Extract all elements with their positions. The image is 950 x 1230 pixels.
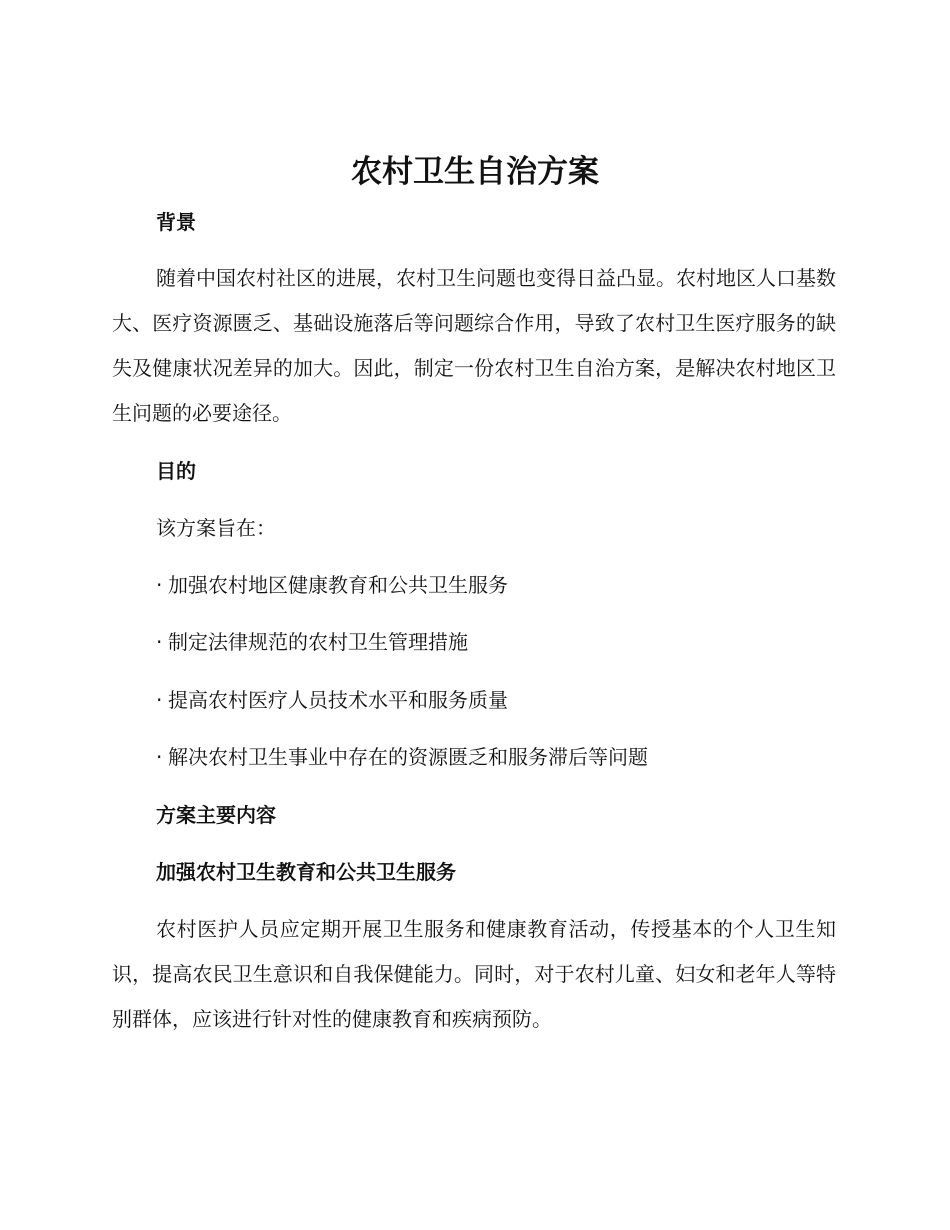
purpose-list-item [156,686,508,714]
bullet-icon: · [156,688,163,712]
purpose-item-text: 加强农村地区健康教育和公共卫生服务 [168,573,508,597]
document-title: 农村卫生自治方案 [351,154,599,190]
background-paragraph: 随着中国农村社区的进展，农村卫生问题也变得日益凸显。农村地区人口基数大、医疗资源匮乏、基础设施落后等问题综合作用，导致了农村卫生医疗服务的缺失及健康状况差异的加大。因此，制定一份农村卫生自治方案，是解决农村地区卫生问题的必要途径。 [112,266,836,425]
section-heading-background: 背景 [156,210,196,234]
bullet-icon: · [156,573,163,597]
purpose-item-text: 解决农村卫生事业中存在的资源匮乏和服务滞后等问题 [168,745,648,769]
purpose-list-item [156,743,648,771]
bullet-icon: · [156,745,163,769]
main-content-paragraph: 农村医护人员应定期开展卫生服务和健康教育活动，传授基本的个人卫生知识，提高农民卫生意识和自我保健能力。同时，对于农村儿童、妇女和老年人等特别群体，应该进行针对性的健康教育和疾病预防。 [112,917,836,1031]
bullet-icon: · [156,630,163,654]
purpose-list-item [156,571,508,599]
subsection-heading: 加强农村卫生教育和公共卫生服务 [156,860,456,884]
section-heading-main-content: 方案主要内容 [156,803,276,827]
purpose-list-item [156,628,468,656]
section-heading-purpose: 目的 [156,459,196,483]
purpose-item-text: 提高农村医疗人员技术水平和服务质量 [168,688,508,712]
purpose-intro: 该方案旨在： [156,516,276,540]
purpose-item-text: 制定法律规范的农村卫生管理措施 [168,630,468,654]
